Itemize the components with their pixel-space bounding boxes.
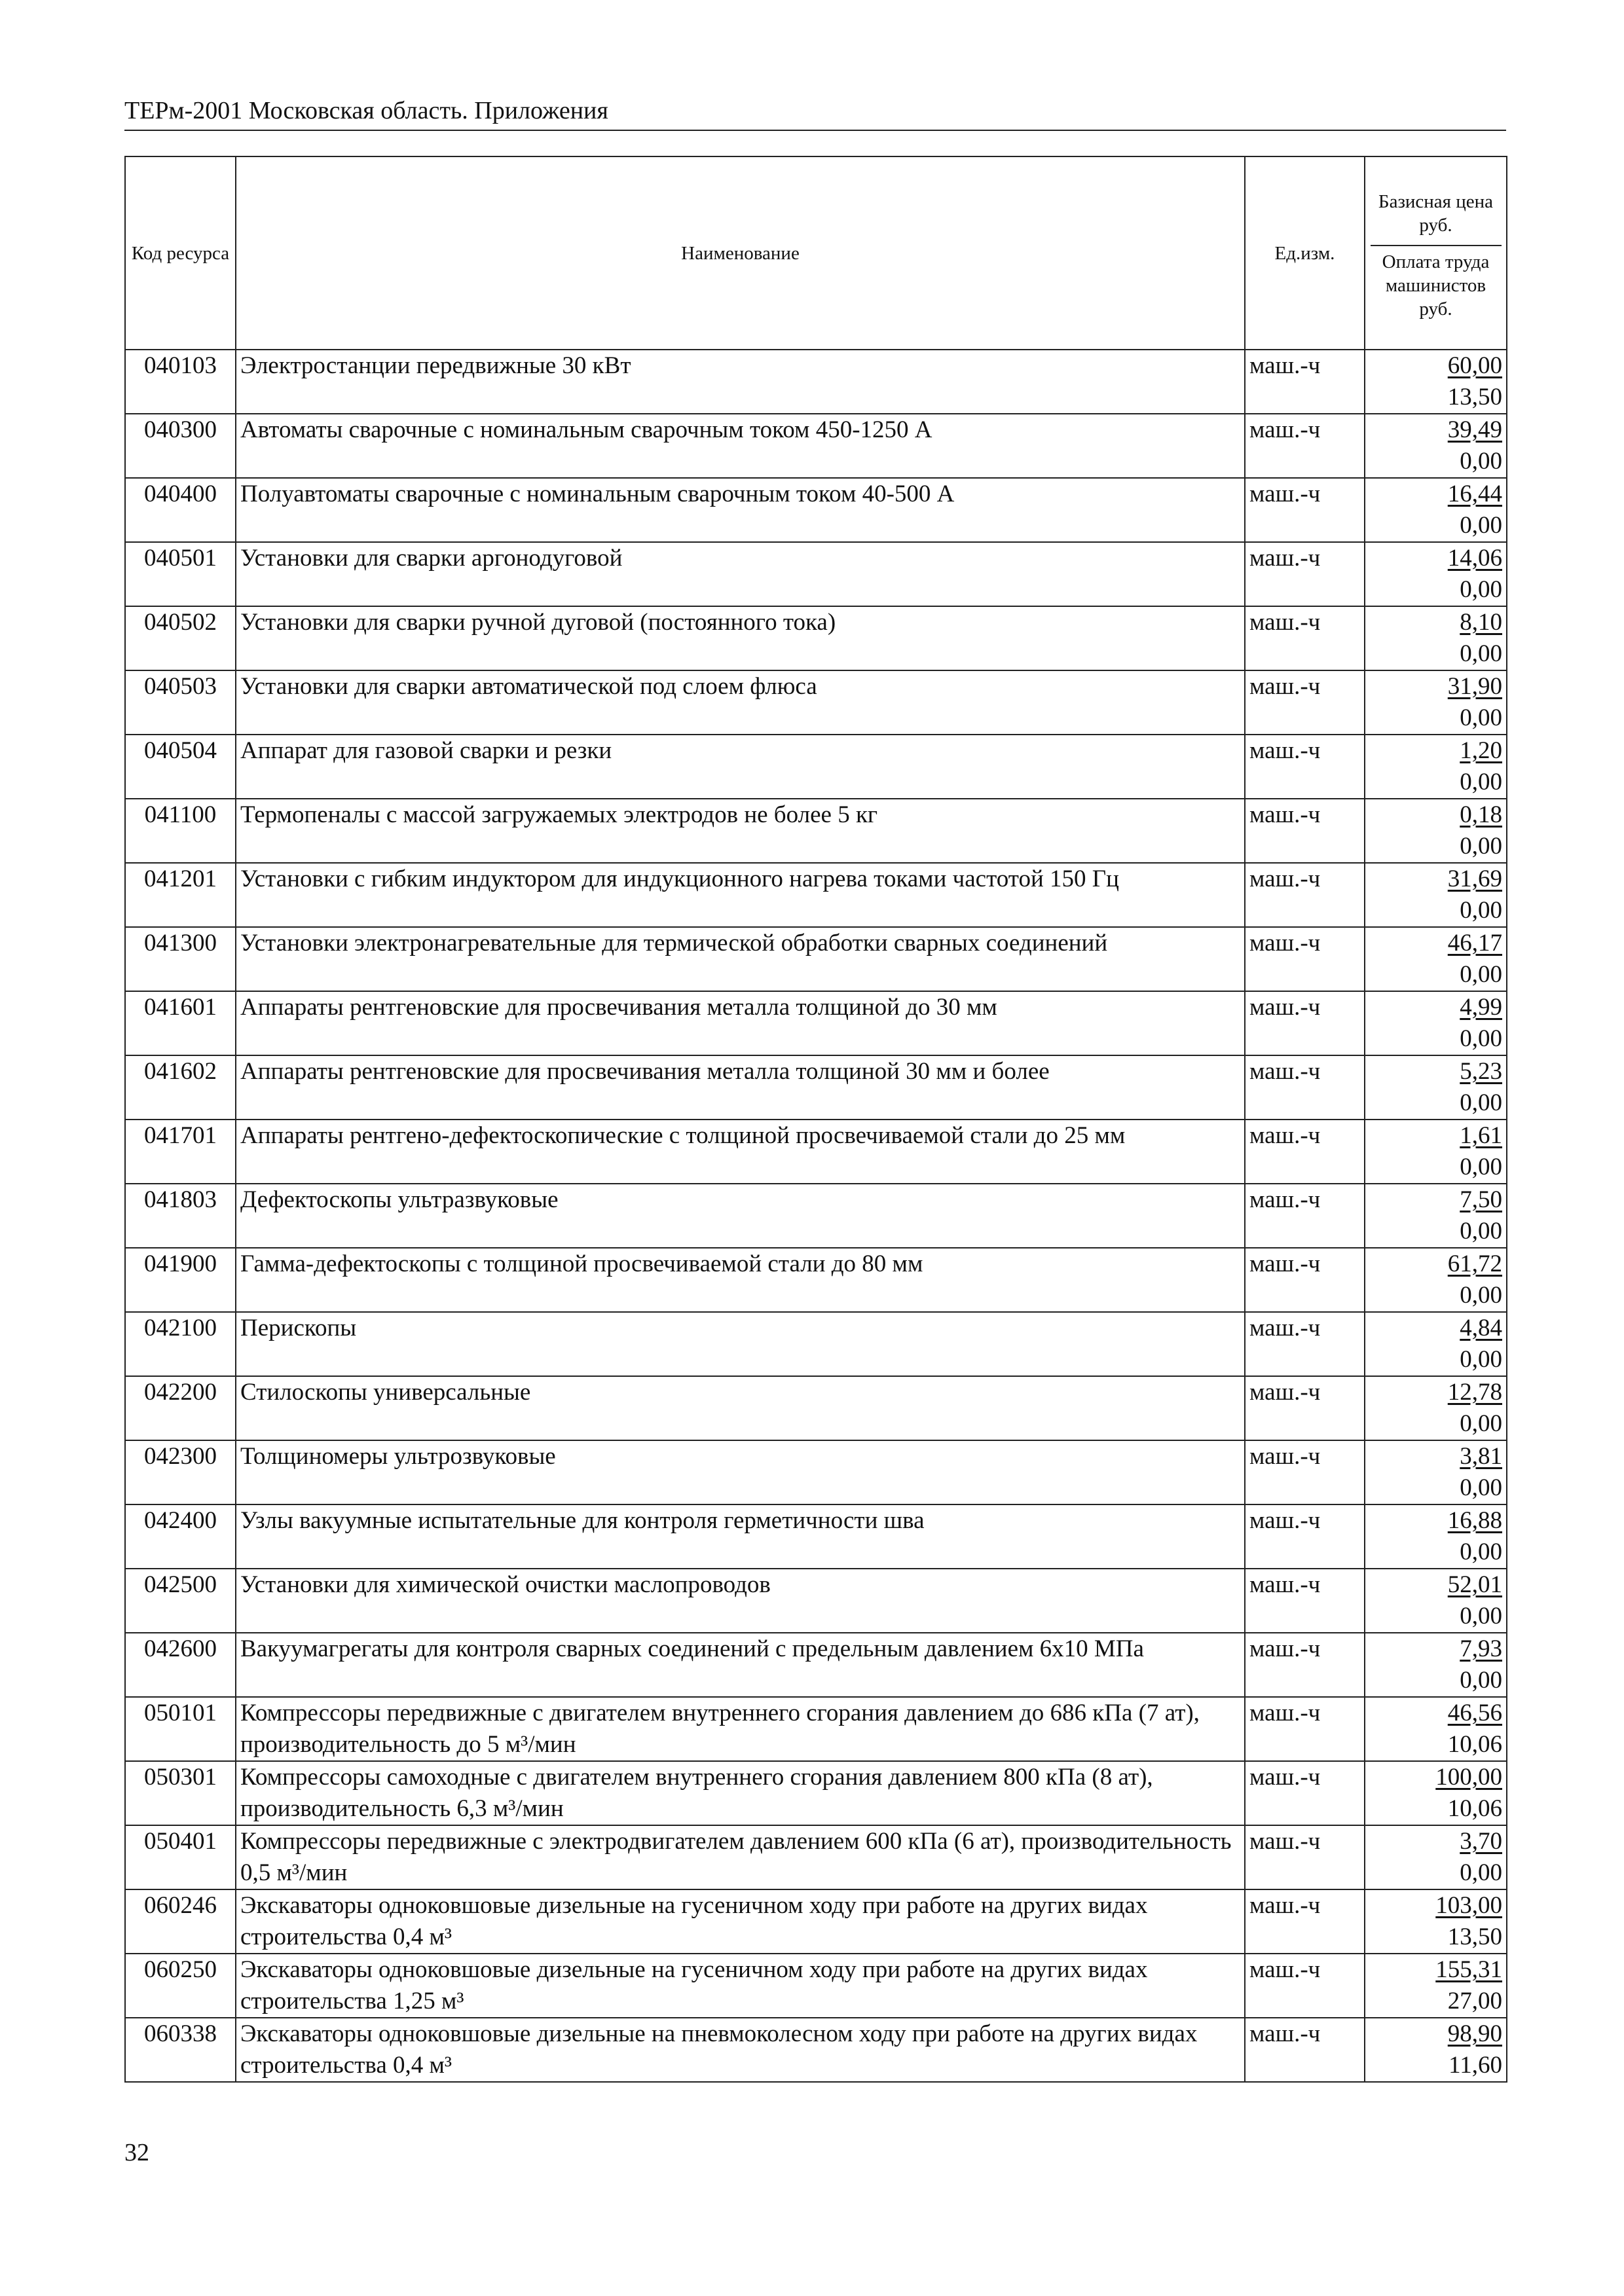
column-header-labor-cost: Оплата труда машинистов руб. <box>1382 251 1490 319</box>
base-price: 155,31 <box>1435 1956 1502 1983</box>
price-cell <box>1365 1376 1507 1440</box>
price-cell <box>1365 863 1507 927</box>
resource-name: Автоматы сварочные с номинальным сварочным током 450-1250 А <box>236 414 1245 478</box>
table-row <box>125 1184 1507 1248</box>
base-price: 46,17 <box>1447 930 1502 957</box>
table-row <box>125 1248 1507 1312</box>
table-row <box>125 350 1507 414</box>
base-price: 5,23 <box>1460 1058 1502 1085</box>
base-price: 3,81 <box>1460 1443 1502 1470</box>
base-price: 0,18 <box>1460 801 1502 828</box>
labor-cost: 0,00 <box>1460 961 1502 988</box>
resource-code: 041201 <box>125 863 236 927</box>
resource-unit: маш.-ч <box>1245 799 1365 863</box>
labor-cost: 0,00 <box>1460 1410 1502 1437</box>
column-header-base-price: Базисная цена руб. <box>1378 191 1494 236</box>
resource-name: Толщиномеры ультрозвуковые <box>236 1440 1245 1504</box>
labor-cost: 13,50 <box>1447 384 1502 410</box>
resource-code: 040400 <box>125 478 236 542</box>
column-header-name: Наименование <box>236 156 1245 350</box>
table-row <box>125 1376 1507 1440</box>
price-cell <box>1365 1761 1507 1825</box>
resource-unit: маш.-ч <box>1245 2018 1365 2082</box>
base-price: 39,49 <box>1447 416 1502 443</box>
resource-unit: маш.-ч <box>1245 1569 1365 1633</box>
base-price: 12,78 <box>1447 1379 1502 1406</box>
resource-name: Узлы вакуумные испытательные для контроля герметичности шва <box>236 1504 1245 1569</box>
labor-cost: 0,00 <box>1460 1089 1502 1116</box>
table-row <box>125 542 1507 606</box>
labor-cost: 27,00 <box>1447 1988 1502 2014</box>
table-body <box>125 350 1507 2082</box>
table-row <box>125 606 1507 670</box>
base-price: 1,61 <box>1460 1122 1502 1149</box>
price-cell <box>1365 1825 1507 1889</box>
base-price: 4,99 <box>1460 994 1502 1021</box>
resource-name: Электростанции передвижные 30 кВт <box>236 350 1245 414</box>
base-price: 60,00 <box>1447 352 1502 379</box>
table-row <box>125 1055 1507 1120</box>
resource-code: 041803 <box>125 1184 236 1248</box>
table-row <box>125 2018 1507 2082</box>
price-cell <box>1365 478 1507 542</box>
resource-code: 041602 <box>125 1055 236 1120</box>
resource-unit: маш.-ч <box>1245 1248 1365 1312</box>
labor-cost: 0,00 <box>1460 704 1502 731</box>
labor-cost: 0,00 <box>1460 512 1502 539</box>
price-cell <box>1365 2018 1507 2082</box>
resource-name: Установки для химической очистки маслопроводов <box>236 1569 1245 1633</box>
table-row <box>125 478 1507 542</box>
resource-name: Термопеналы с массой загружаемых электродов не более 5 кг <box>236 799 1245 863</box>
resource-code: 060246 <box>125 1889 236 1954</box>
page-header <box>124 96 1506 131</box>
resource-code: 050101 <box>125 1697 236 1761</box>
base-price: 8,10 <box>1460 609 1502 636</box>
resource-name: Экскаваторы одноковшовые дизельные на гусеничном ходу при работе на других видах строительства 0,4 м³ <box>236 1889 1245 1954</box>
resource-unit: маш.-ч <box>1245 414 1365 478</box>
table-row <box>125 735 1507 799</box>
price-cell <box>1365 1440 1507 1504</box>
labor-cost: 0,00 <box>1460 1218 1502 1245</box>
price-cell <box>1365 1954 1507 2018</box>
labor-cost: 0,00 <box>1460 1346 1502 1373</box>
labor-cost: 0,00 <box>1460 640 1502 667</box>
resource-unit: маш.-ч <box>1245 1055 1365 1120</box>
resource-code: 041100 <box>125 799 236 863</box>
table-row <box>125 863 1507 927</box>
resource-unit: маш.-ч <box>1245 1376 1365 1440</box>
resource-name: Перископы <box>236 1312 1245 1376</box>
resource-code: 042600 <box>125 1633 236 1697</box>
resource-name: Установки для сварки автоматической под слоем флюса <box>236 670 1245 735</box>
resource-unit: маш.-ч <box>1245 670 1365 735</box>
resource-code: 041900 <box>125 1248 236 1312</box>
resource-code: 040504 <box>125 735 236 799</box>
labor-cost: 0,00 <box>1460 897 1502 924</box>
labor-cost: 0,00 <box>1460 1025 1502 1052</box>
labor-cost: 0,00 <box>1460 1667 1502 1694</box>
resource-name: Компрессоры самоходные с двигателем внутреннего сгорания давлением 800 кПа (8 ат), производительность 6,3 м³/мин <box>236 1761 1245 1825</box>
table-row <box>125 670 1507 735</box>
resource-unit: маш.-ч <box>1245 478 1365 542</box>
labor-cost: 0,00 <box>1460 833 1502 860</box>
price-cell <box>1365 542 1507 606</box>
price-cell <box>1365 1889 1507 1954</box>
price-cell <box>1365 670 1507 735</box>
price-cell <box>1365 350 1507 414</box>
resource-unit: маш.-ч <box>1245 1825 1365 1889</box>
base-price: 16,88 <box>1447 1507 1502 1534</box>
labor-cost: 0,00 <box>1460 1282 1502 1309</box>
labor-cost: 0,00 <box>1460 576 1502 603</box>
table-row <box>125 1504 1507 1569</box>
base-price: 4,84 <box>1460 1315 1502 1341</box>
resource-unit: маш.-ч <box>1245 1761 1365 1825</box>
resource-name: Установки для сварки аргонодуговой <box>236 542 1245 606</box>
table-row <box>125 1697 1507 1761</box>
table-row <box>125 1312 1507 1376</box>
resource-unit: маш.-ч <box>1245 991 1365 1055</box>
resource-name: Вакуумагрегаты для контроля сварных соединений с предельным давлением 6х10 МПа <box>236 1633 1245 1697</box>
resource-name: Установки электронагревательные для термической обработки сварных соединений <box>236 927 1245 991</box>
price-cell <box>1365 799 1507 863</box>
labor-cost: 0,00 <box>1460 1539 1502 1565</box>
resource-code: 060250 <box>125 1954 236 2018</box>
page-title: ТЕРм-2001 Московская область. Приложения <box>124 97 608 124</box>
price-table <box>124 156 1507 2083</box>
resource-unit: маш.-ч <box>1245 606 1365 670</box>
resource-code: 060338 <box>125 2018 236 2082</box>
labor-cost: 11,60 <box>1449 2052 1502 2079</box>
resource-code: 042500 <box>125 1569 236 1633</box>
price-cell <box>1365 1055 1507 1120</box>
resource-name: Аппараты рентгеновские для просвечивания металла толщиной 30 мм и более <box>236 1055 1245 1120</box>
resource-unit: маш.-ч <box>1245 1697 1365 1761</box>
labor-cost: 0,00 <box>1460 448 1502 475</box>
resource-name: Аппараты рентгеновские для просвечивания металла толщиной до 30 мм <box>236 991 1245 1055</box>
table-row <box>125 1761 1507 1825</box>
resource-name: Стилоскопы универсальные <box>236 1376 1245 1440</box>
resource-code: 040503 <box>125 670 236 735</box>
base-price: 7,50 <box>1460 1186 1502 1213</box>
price-cell <box>1365 735 1507 799</box>
resource-code: 050401 <box>125 1825 236 1889</box>
resource-unit: маш.-ч <box>1245 1889 1365 1954</box>
base-price: 61,72 <box>1447 1250 1502 1277</box>
resource-unit: маш.-ч <box>1245 927 1365 991</box>
resource-code: 042300 <box>125 1440 236 1504</box>
resource-name: Аппарат для газовой сварки и резки <box>236 735 1245 799</box>
base-price: 31,90 <box>1447 673 1502 700</box>
column-header-unit: Ед.изм. <box>1245 156 1365 350</box>
resource-unit: маш.-ч <box>1245 1633 1365 1697</box>
labor-cost: 10,06 <box>1447 1731 1502 1758</box>
resource-unit: маш.-ч <box>1245 542 1365 606</box>
labor-cost: 10,06 <box>1447 1795 1502 1822</box>
resource-unit: маш.-ч <box>1245 350 1365 414</box>
price-cell <box>1365 991 1507 1055</box>
table-row <box>125 927 1507 991</box>
resource-code: 040103 <box>125 350 236 414</box>
labor-cost: 0,00 <box>1460 1474 1502 1501</box>
price-cell <box>1365 927 1507 991</box>
price-cell <box>1365 414 1507 478</box>
column-header-code: Код ресурса <box>125 156 236 350</box>
labor-cost: 0,00 <box>1460 1154 1502 1180</box>
base-price: 98,90 <box>1447 2020 1502 2047</box>
base-price: 52,01 <box>1447 1571 1502 1598</box>
resource-code: 040300 <box>125 414 236 478</box>
resource-unit: маш.-ч <box>1245 735 1365 799</box>
price-cell <box>1365 1248 1507 1312</box>
price-cell <box>1365 606 1507 670</box>
resource-unit: маш.-ч <box>1245 1954 1365 2018</box>
resource-name: Гамма-дефектоскопы с толщиной просвечиваемой стали до 80 мм <box>236 1248 1245 1312</box>
price-cell <box>1365 1504 1507 1569</box>
base-price: 100,00 <box>1435 1764 1502 1791</box>
resource-code: 041300 <box>125 927 236 991</box>
table-row <box>125 414 1507 478</box>
resource-unit: маш.-ч <box>1245 1312 1365 1376</box>
resource-code: 050301 <box>125 1761 236 1825</box>
resource-name: Экскаваторы одноковшовые дизельные на пневмоколесном ходу при работе на других видах строительства 0,4 м³ <box>236 2018 1245 2082</box>
resource-name: Экскаваторы одноковшовые дизельные на гусеничном ходу при работе на других видах строительства 1,25 м³ <box>236 1954 1245 2018</box>
base-price: 14,06 <box>1447 545 1502 572</box>
table-row <box>125 1954 1507 2018</box>
resource-code: 042200 <box>125 1376 236 1440</box>
resource-code: 041601 <box>125 991 236 1055</box>
table-row <box>125 1633 1507 1697</box>
resource-name: Аппараты рентгено-дефектоскопические с толщиной просвечиваемой стали до 25 мм <box>236 1120 1245 1184</box>
resource-name: Полуавтоматы сварочные с номинальным сварочным током 40-500 А <box>236 478 1245 542</box>
base-price: 103,00 <box>1435 1892 1502 1919</box>
labor-cost: 0,00 <box>1460 769 1502 795</box>
labor-cost: 0,00 <box>1460 1603 1502 1630</box>
table-row <box>125 799 1507 863</box>
resource-name: Дефектоскопы ультразвуковые <box>236 1184 1245 1248</box>
base-price: 46,56 <box>1447 1700 1502 1726</box>
table-row <box>125 1569 1507 1633</box>
price-cell <box>1365 1312 1507 1376</box>
resource-name: Установки для сварки ручной дуговой (постоянного тока) <box>236 606 1245 670</box>
base-price: 31,69 <box>1447 866 1502 892</box>
base-price: 1,20 <box>1460 737 1502 764</box>
table-row <box>125 991 1507 1055</box>
base-price: 7,93 <box>1460 1635 1502 1662</box>
page-number: 32 <box>124 2139 149 2166</box>
table-row <box>125 1825 1507 1889</box>
labor-cost: 13,50 <box>1447 1923 1502 1950</box>
price-cell <box>1365 1697 1507 1761</box>
resource-unit: маш.-ч <box>1245 1120 1365 1184</box>
resource-unit: маш.-ч <box>1245 1440 1365 1504</box>
column-header-price <box>1365 156 1507 350</box>
resource-unit: маш.-ч <box>1245 863 1365 927</box>
resource-code: 042100 <box>125 1312 236 1376</box>
resource-name: Компрессоры передвижные с двигателем внутреннего сгорания давлением до 686 кПа (7 ат), производительность до 5 м³/мин <box>236 1697 1245 1761</box>
table-row <box>125 1120 1507 1184</box>
price-cell <box>1365 1120 1507 1184</box>
resource-code: 042400 <box>125 1504 236 1569</box>
resource-name: Компрессоры передвижные с электродвигателем давлением 600 кПа (6 ат), производительность 0,5 м³/мин <box>236 1825 1245 1889</box>
base-price: 16,44 <box>1447 481 1502 507</box>
price-cell <box>1365 1633 1507 1697</box>
price-cell <box>1365 1184 1507 1248</box>
labor-cost: 0,00 <box>1460 1859 1502 1886</box>
resource-unit: маш.-ч <box>1245 1504 1365 1569</box>
resource-unit: маш.-ч <box>1245 1184 1365 1248</box>
resource-name: Установки с гибким индуктором для индукционного нагрева токами частотой 150 Гц <box>236 863 1245 927</box>
resource-code: 041701 <box>125 1120 236 1184</box>
resource-code: 040501 <box>125 542 236 606</box>
table-header-row <box>125 156 1507 350</box>
resource-code: 040502 <box>125 606 236 670</box>
table-row <box>125 1889 1507 1954</box>
base-price: 3,70 <box>1460 1828 1502 1855</box>
price-cell <box>1365 1569 1507 1633</box>
table-row <box>125 1440 1507 1504</box>
